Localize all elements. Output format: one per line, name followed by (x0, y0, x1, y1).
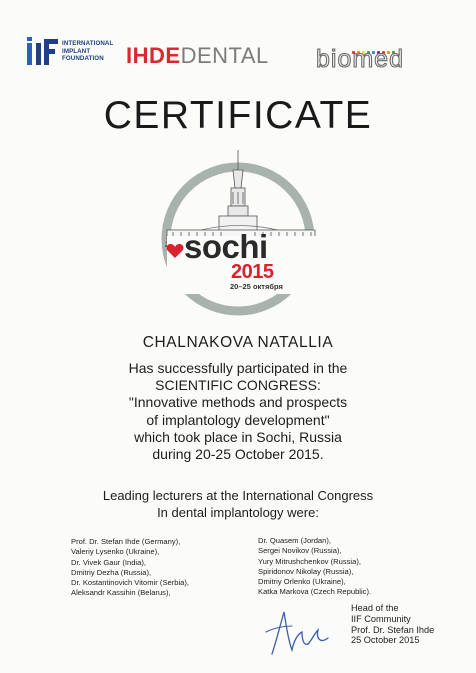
handwritten-signature (262, 604, 334, 660)
signatory-line: Prof. Dr. Stefan Ihde (351, 624, 435, 635)
emblem-dates: 20–25 октября (230, 282, 283, 291)
signatory-block (351, 603, 434, 646)
logo-row (0, 34, 476, 74)
body-line: Has successfully participated in the (128, 360, 348, 376)
emblem-city: sochi (184, 228, 268, 265)
lecturer-item: Dr. Vivek Gaur (India), (71, 557, 146, 567)
iif-line: INTERNATIONAL (62, 40, 114, 47)
biomed-wordmark: biomed (316, 45, 404, 73)
ihde-wordmark: IHDE (126, 43, 181, 68)
iif-text (62, 40, 113, 63)
lecturer-item: Prof. Dr. Stefan Ihde (Germany), (71, 537, 181, 546)
certificate-body (0, 360, 476, 463)
iif-line: IMPLANT (62, 47, 91, 55)
lecturer-item: Spiridonov Nikolay (Russia), (258, 566, 354, 576)
signatory-line: Head of the (351, 603, 399, 613)
lecturer-item: Dmitriy Dezha (Russia), (71, 567, 152, 577)
iif-line: FOUNDATION (62, 55, 104, 63)
lecturers-list-left (71, 537, 189, 599)
emblem-year: 2015 (231, 261, 274, 283)
lecturer-item: Dr. Quasem (Jordan), (258, 536, 332, 545)
lecturer-item: Valeriy Lysenko (Ukraine), (71, 547, 160, 557)
lecturers-list-right (258, 536, 371, 598)
lecturer-item: Dr. Kostantinovich Vitomir (Serbia), (71, 578, 190, 588)
lecturers-heading (0, 488, 476, 521)
body-line: during 20-25 October 2015. (152, 446, 324, 463)
lead-line: In dental implantology were: (157, 504, 319, 520)
body-line: SCIENTIFIC CONGRESS: (155, 377, 321, 394)
dental-wordmark: DENTAL (180, 43, 269, 68)
body-line: which took place in Sochi, Russia (134, 428, 342, 445)
signatory-line: 25 October 2015 (351, 635, 420, 646)
signatory-line: IIF Community (351, 613, 411, 624)
lecturer-item: Sergei Novikov (Russia), (258, 546, 342, 556)
lead-line: Leading lecturers at the International Congress (102, 488, 374, 503)
body-line: of implantology development" (146, 411, 330, 428)
iif-logo (26, 37, 121, 67)
heart-icon (166, 243, 184, 259)
iif-mark-icon (26, 37, 60, 67)
ihde-dental-logo (126, 43, 269, 69)
lecturer-item: Yury Mitrushchenkov (Russia), (258, 556, 361, 566)
lecturer-item: Katka Markova (Czech Republic). (258, 587, 372, 597)
lecturer-item: Dmitriy Orlenko (Ukraine), (258, 577, 346, 587)
certificate-title: CERTIFICATE (103, 94, 373, 137)
lecturer-item: Aleksandr Kassihin (Belarus), (71, 588, 171, 598)
body-line: "Innovative methods and prospects (128, 394, 348, 411)
biomed-logo (316, 41, 444, 71)
recipient-name: CHALNAKOVA NATALLIA (142, 334, 334, 351)
